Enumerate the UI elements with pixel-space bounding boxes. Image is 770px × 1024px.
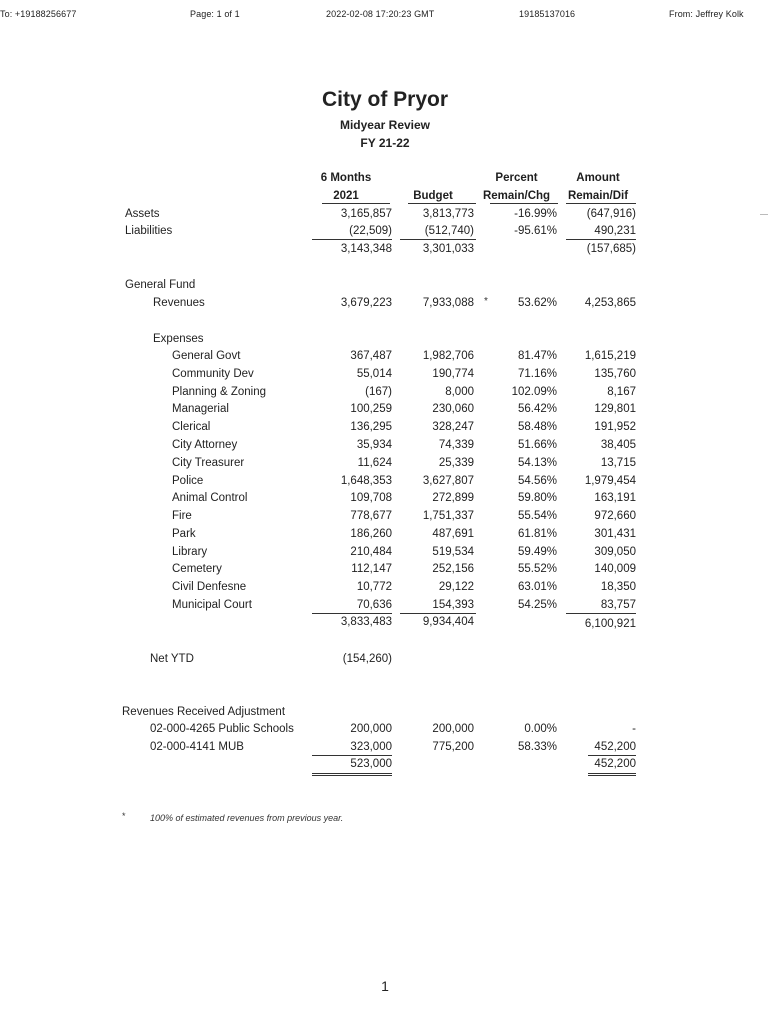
expense-months: 112,147: [351, 563, 392, 575]
expense-amount: 18,350: [600, 581, 636, 593]
assets-amount: (647,916): [586, 208, 636, 220]
adjustment-double-line-amount-a: [588, 773, 636, 774]
expense-months: (167): [365, 386, 392, 398]
header-underline-months: [322, 203, 390, 204]
expense-percent: 54.25%: [517, 599, 557, 611]
adjustment-amount: -: [632, 723, 636, 735]
footnote-text: 100% of estimated revenues from previous year.: [150, 813, 344, 823]
expense-months: 70,636: [356, 599, 392, 611]
expense-percent: 71.16%: [517, 368, 557, 380]
adjustment-months: 200,000: [350, 723, 392, 735]
assets-budget: 3,813,773: [422, 208, 474, 220]
expense-months: 186,260: [350, 528, 392, 540]
expense-budget: 230,060: [432, 403, 474, 415]
expenses-sum-line-budget: [400, 613, 476, 614]
expense-budget: 1,982,706: [422, 350, 474, 362]
expense-label: City Attorney: [172, 439, 238, 451]
header-underline-budget: [408, 203, 476, 204]
expense-budget: 1,751,337: [422, 510, 474, 522]
balance-total-budget: 3,301,033: [422, 243, 474, 255]
fax-from: From: Jeffrey Kolk: [669, 9, 744, 19]
expense-months: 367,487: [350, 350, 392, 362]
expense-amount: 135,760: [594, 368, 636, 380]
adjustment-sum-line-amount: [588, 755, 636, 756]
expense-percent: 59.49%: [517, 546, 557, 558]
revenues-amount: 4,253,865: [584, 297, 636, 309]
expense-label: Cemetery: [172, 563, 222, 575]
expense-label: Civil Denfesne: [172, 581, 247, 593]
fax-to: To: +19188256677: [0, 9, 77, 19]
expense-months: 35,934: [356, 439, 392, 451]
revenues-footnote-marker: *: [484, 296, 488, 307]
fax-number: 19185137016: [519, 9, 576, 19]
fax-page: Page: 1 of 1: [190, 9, 240, 19]
adjustment-total-months: 523,000: [350, 758, 392, 770]
expense-months: 210,484: [350, 546, 392, 558]
expense-budget: 272,899: [432, 492, 474, 504]
liabilities-amount: 490,231: [594, 225, 636, 237]
expense-budget: 519,534: [432, 546, 474, 558]
expense-percent: 55.52%: [517, 563, 557, 575]
expense-label: City Treasurer: [172, 457, 245, 469]
revenues-percent: 53.62%: [517, 297, 557, 309]
subtitle-midyear: Midyear Review: [339, 118, 431, 132]
expense-label: Clerical: [172, 421, 211, 433]
col-header-amount-1: Amount: [576, 172, 620, 184]
scan-edge-mark: [760, 214, 768, 215]
expense-amount: 8,167: [607, 386, 636, 398]
expense-amount: 309,050: [594, 546, 636, 558]
expense-months: 100,259: [350, 403, 392, 415]
expense-budget: 154,393: [432, 599, 474, 611]
expense-percent: 55.54%: [517, 510, 557, 522]
expense-label: General Govt: [172, 350, 241, 362]
liabilities-budget: (512,740): [424, 225, 474, 237]
balance-total-months: 3,143,348: [340, 243, 392, 255]
expense-percent: 51.66%: [517, 439, 557, 451]
expense-percent: 56.42%: [517, 403, 557, 415]
expense-amount: 83,757: [600, 599, 636, 611]
expense-months: 11,624: [357, 457, 392, 469]
expense-months: 55,014: [356, 368, 392, 380]
expenses-sum-line-months: [312, 613, 392, 614]
subtitle-fy: FY 21-22: [360, 136, 410, 150]
expense-amount: 972,660: [594, 510, 636, 522]
expense-label: Police: [172, 475, 204, 487]
adjustment-budget: 775,200: [432, 741, 474, 753]
adjustment-label: 02-000-4265 Public Schools: [150, 723, 294, 735]
page-title: City of Pryor: [321, 88, 449, 111]
expenses-total-amount: 6,100,921: [584, 618, 636, 630]
liabilities-percent: -95.61%: [514, 225, 557, 237]
section-general-fund: General Fund: [125, 279, 196, 291]
expense-percent: 58.48%: [517, 421, 557, 433]
liabilities-months: (22,509): [349, 225, 392, 237]
row-label-liabilities: Liabilities: [125, 225, 173, 237]
col-header-percent-2: Remain/Chg: [482, 190, 551, 202]
expenses-sum-line-amount: [566, 613, 636, 614]
assets-percent: -16.99%: [514, 208, 557, 220]
balance-sum-line-months: [312, 239, 392, 240]
expense-amount: 1,979,454: [584, 475, 636, 487]
adjustment-label: 02-000-4141 MUB: [150, 741, 244, 753]
balance-total-amount: (157,685): [586, 243, 636, 255]
assets-months: 3,165,857: [340, 208, 392, 220]
expense-amount: 140,009: [594, 563, 636, 575]
expense-percent: 102.09%: [511, 386, 557, 398]
page-number: 1: [381, 978, 389, 994]
adjustment-percent: 58.33%: [517, 741, 557, 753]
expense-amount: 13,715: [600, 457, 636, 469]
section-revenue-adjustment: Revenues Received Adjustment: [122, 706, 286, 718]
adjustment-sum-line-months: [312, 755, 392, 756]
expense-percent: 81.47%: [517, 350, 557, 362]
balance-sum-line-amount: [566, 239, 636, 240]
expense-budget: 487,691: [432, 528, 474, 540]
row-label-revenues: Revenues: [153, 297, 205, 309]
expense-amount: 191,952: [594, 421, 636, 433]
expense-label: Planning & Zoning: [172, 386, 266, 398]
header-underline-percent: [490, 203, 558, 204]
col-header-months-2: 2021: [333, 190, 359, 202]
expense-months: 109,708: [350, 492, 392, 504]
adjustment-double-line-months-b: [312, 775, 392, 776]
col-header-percent-1: Percent: [495, 172, 538, 184]
expense-label: Park: [172, 528, 196, 540]
adjustment-double-line-months-a: [312, 773, 392, 774]
col-header-amount-2: Remain/Dif: [567, 190, 629, 202]
expense-months: 778,677: [350, 510, 392, 522]
expense-budget: 252,156: [432, 563, 474, 575]
section-expenses: Expenses: [153, 333, 204, 345]
adjustment-amount: 452,200: [594, 741, 636, 753]
expense-amount: 38,405: [600, 439, 636, 451]
revenues-months: 3,679,223: [340, 297, 392, 309]
adjustment-budget: 200,000: [432, 723, 474, 735]
expense-label: Community Dev: [172, 368, 254, 380]
expenses-total-budget: 9,934,404: [422, 616, 474, 628]
expense-amount: 1,615,219: [584, 350, 636, 362]
expense-months: 136,295: [350, 421, 392, 433]
adjustment-months: 323,000: [350, 741, 392, 753]
expense-amount: 301,431: [594, 528, 636, 540]
expense-label: Municipal Court: [172, 599, 252, 611]
footnote-marker: *: [122, 811, 126, 821]
expense-budget: 29,122: [438, 581, 474, 593]
expense-budget: 328,247: [432, 421, 474, 433]
expenses-total-months: 3,833,483: [340, 616, 392, 628]
balance-sum-line-budget: [400, 239, 476, 240]
col-header-months-1: 6 Months: [320, 172, 372, 184]
row-label-assets: Assets: [125, 208, 160, 220]
expense-budget: 25,339: [438, 457, 474, 469]
expense-percent: 61.81%: [517, 528, 557, 540]
expense-label: Library: [172, 546, 208, 558]
expense-months: 1,648,353: [340, 475, 392, 487]
expense-amount: 163,191: [594, 492, 636, 504]
header-underline-amount: [566, 203, 636, 204]
expense-label: Managerial: [172, 403, 229, 415]
net-ytd-months: (154,260): [342, 653, 392, 665]
expense-percent: 54.13%: [517, 457, 557, 469]
expense-budget: 190,774: [432, 368, 474, 380]
col-header-budget: Budget: [413, 190, 453, 202]
expense-budget: 3,627,807: [422, 475, 474, 487]
expense-budget: 8,000: [445, 386, 474, 398]
adjustment-percent: 0.00%: [524, 723, 557, 735]
expense-amount: 129,801: [594, 403, 636, 415]
row-label-net-ytd: Net YTD: [150, 653, 194, 665]
adjustment-double-line-amount-b: [588, 775, 636, 776]
expense-label: Fire: [172, 510, 192, 522]
adjustment-total-amount: 452,200: [594, 758, 636, 770]
expense-budget: 74,339: [438, 439, 474, 451]
revenues-budget: 7,933,088: [422, 297, 474, 309]
expense-months: 10,772: [356, 581, 392, 593]
expense-percent: 63.01%: [517, 581, 557, 593]
fax-datetime: 2022-02-08 17:20:23 GMT: [326, 9, 435, 19]
expense-percent: 59.80%: [517, 492, 557, 504]
expense-percent: 54.56%: [517, 475, 557, 487]
expense-label: Animal Control: [172, 492, 248, 504]
